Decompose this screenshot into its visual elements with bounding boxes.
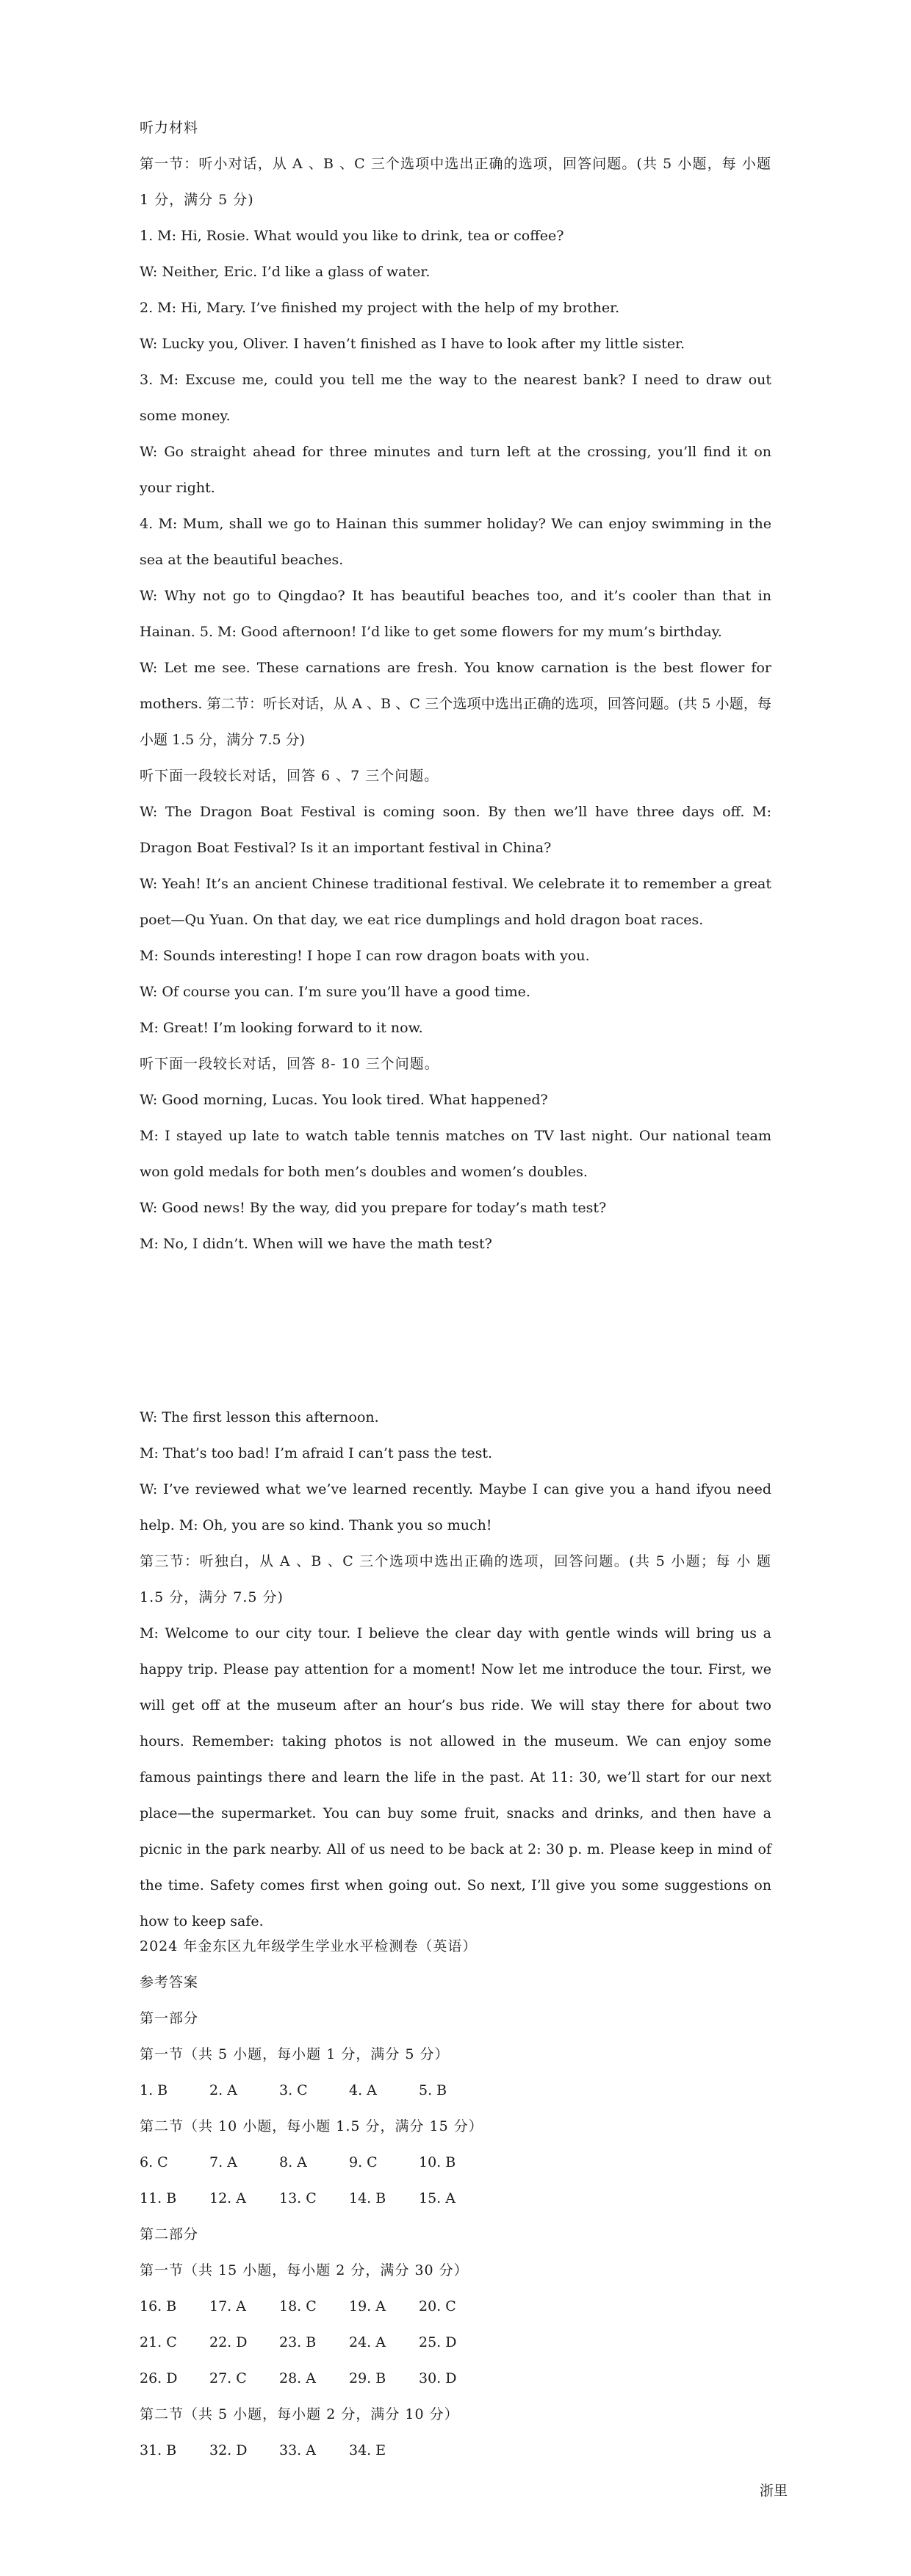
answer-item: 14. B	[349, 2190, 386, 2206]
answer-item: 6. C	[140, 2154, 168, 2170]
answer-item: 4. A	[349, 2082, 377, 2098]
listening-line: W: Go straight ahead for three minutes and turn left at the crossing, you’ll find it on your right.	[140, 444, 771, 496]
section-title: 第一节（共 15 小题，每小题 2 分，满分 30 分）	[140, 2262, 469, 2278]
listening-line: W: The Dragon Boat Festival is coming soon. By then we’ll have three days off. M: Dragon Boat Festival? Is it an important festival in China?	[140, 804, 771, 856]
listening-line: 2. M: Hi, Mary. I’ve finished my project with the help of my brother.	[140, 300, 620, 316]
listening-line: W: I’ve reviewed what we’ve learned recently. Maybe I can give you a hand ifyou need help. M: Oh, you are so kind. Thank you so much!	[140, 1481, 771, 1533]
listening-line: M: I stayed up late to watch table tennis matches on TV last night. Our national team won gold medals for both men’s doubles and women’s doubles.	[140, 1128, 771, 1180]
answer-key	[140, 1929, 771, 2469]
answer-item: 30. D	[419, 2370, 457, 2386]
listening-line: W: Good news! By the way, did you prepare for today’s math test?	[140, 1200, 607, 1216]
listening-title: 听力材料	[140, 120, 199, 136]
section-title: 第一节（共 5 小题，每小题 1 分，满分 5 分）	[140, 2046, 450, 2062]
listening-line: 听下面一段较长对话，回答 8- 10 三个问题。	[140, 1056, 439, 1072]
answer-item: 15. A	[419, 2190, 455, 2206]
answer-row	[140, 2181, 771, 2217]
listening-line: 4. M: Mum, shall we go to Hainan this summer holiday? We can enjoy swimming in the sea at the beautiful beaches.	[140, 516, 771, 568]
part-title: 第二部分	[140, 2226, 199, 2242]
answer-item: 12. A	[209, 2190, 246, 2206]
answer-item: 18. C	[279, 2298, 317, 2314]
listening-monologue: M: Welcome to our city tour. I believe the clear day with gentle winds will bring us a happy trip. Please pay attention for a moment! Now let me introduce the tour. First, we will get off at the museum after an hour’s bus ride. We will stay there for about two hours. Remember: taking photos is not allowed in the museum. We can enjoy some famous paintings there and learn the life in the past. At 11: 30, we’ll start for our next place—the supermarket. You can buy some fruit, snacks and drinks, and then have a picnic in the park nearby. All of us need to be back at 2: 30 p. m. Please keep in mind of the time. Safety comes first when going out. So next, I’ll give you some suggestions on how to keep safe.	[140, 1625, 771, 1929]
answer-item: 8. A	[279, 2154, 307, 2170]
answer-item: 25. D	[419, 2334, 457, 2350]
answer-item: 3. C	[279, 2082, 308, 2098]
listening-line: 听下面一段较长对话，回答 6 、7 三个问题。	[140, 768, 439, 784]
answer-row	[140, 2361, 771, 2397]
listening-line: 3. M: Excuse me, could you tell me the way to the nearest bank? I need to draw out some money.	[140, 372, 771, 424]
listening-line: 1. M: Hi, Rosie. What would you like to drink, tea or coffee?	[140, 228, 564, 244]
answer-item: 33. A	[279, 2442, 316, 2458]
listening-line: W: Yeah! It’s an ancient Chinese traditional festival. We celebrate it to remember a great poet—Qu Yuan. On that day, we eat rice dumplings and hold dragon boat races.	[140, 876, 771, 928]
listening-line: M: Sounds interesting! I hope I can row dragon boats with you.	[140, 948, 590, 964]
listening-section-part2	[140, 1400, 771, 1940]
answer-item: 11. B	[140, 2190, 177, 2206]
page-footer-mark: 浙里	[759, 2483, 788, 2499]
section-title: 第二节（共 5 小题，每小题 2 分，满分 10 分）	[140, 2406, 459, 2422]
listening-line: M: No, I didn’t. When will we have the math test?	[140, 1236, 492, 1252]
section-title: 第二节（共 10 小题，每小题 1.5 分，满分 15 分）	[140, 2118, 483, 2134]
answer-row	[140, 2073, 771, 2109]
answer-item: 13. C	[279, 2190, 317, 2206]
answer-item: 23. B	[279, 2334, 317, 2350]
answer-item: 22. D	[209, 2334, 248, 2350]
answer-item: 5. B	[419, 2082, 447, 2098]
answer-item: 21. C	[140, 2334, 177, 2350]
answer-item: 32. D	[209, 2442, 248, 2458]
answer-item: 31. B	[140, 2442, 177, 2458]
exam-title: 2024 年金东区九年级学生学业水平检测卷（英语）	[140, 1938, 478, 1954]
answer-item: 27. C	[209, 2370, 247, 2386]
answer-item: 28. A	[279, 2370, 316, 2386]
answer-row	[140, 2325, 771, 2361]
listening-line: M: That’s too bad! I’m afraid I can’t pass the test.	[140, 1445, 493, 1461]
listening-line: W: Why not go to Qingdao? It has beautiful beaches too, and it’s cooler than that in Hainan. 5. M: Good afternoon! I’d like to get some flowers for my mum’s birthday.	[140, 588, 771, 640]
listening-line: W: Good morning, Lucas. You look tired. What happened?	[140, 1092, 548, 1108]
listening-line: M: Great! I’m looking forward to it now.	[140, 1020, 423, 1036]
answer-row	[140, 2433, 771, 2469]
answer-item: 29. B	[349, 2370, 386, 2386]
answer-item: 26. D	[140, 2370, 178, 2386]
answer-item: 9. C	[349, 2154, 378, 2170]
answer-item: 2. A	[209, 2082, 237, 2098]
answer-item: 34. E	[349, 2442, 386, 2458]
listening-line: W: Neither, Eric. I’d like a glass of water.	[140, 264, 431, 280]
answer-row	[140, 2145, 771, 2181]
answer-item: 7. A	[209, 2154, 237, 2170]
listening-line: W: Of course you can. I’m sure you’ll have a good time.	[140, 984, 530, 1000]
answer-item: 20. C	[419, 2298, 456, 2314]
listening-line: W: The first lesson this afternoon.	[140, 1409, 379, 1425]
answer-key-title: 参考答案	[140, 1974, 199, 1990]
listening-section-part1	[140, 110, 771, 1262]
listening-line: 第一节：听小对话，从 A 、B 、C 三个选项中选出正确的选项，回答问题。(共 5 小题，每 小题 1 分，满分 5 分)	[140, 156, 771, 208]
answer-row	[140, 2289, 771, 2325]
answer-item: 10. B	[419, 2154, 456, 2170]
listening-line: 第三节：听独白，从 A 、B 、C 三个选项中选出正确的选项，回答问题。(共 5 小题；每 小 题 1.5 分，满分 7.5 分)	[140, 1553, 771, 1605]
listening-line: W: Let me see. These carnations are fresh. You know carnation is the best flower for mothers. 第二节：听长对话，从 A 、B 、C 三个选项中选出正确的选项，回答问题。(共 5 小题，每小题 1.5 分，满分 7.5 分)	[140, 660, 771, 748]
answer-item: 1. B	[140, 2082, 168, 2098]
answer-item: 19. A	[349, 2298, 386, 2314]
answer-item: 17. A	[209, 2298, 246, 2314]
answer-item: 24. A	[349, 2334, 386, 2350]
answer-item: 16. B	[140, 2298, 177, 2314]
listening-line: W: Lucky you, Oliver. I haven’t finished as I have to look after my little sister.	[140, 336, 685, 352]
part-title: 第一部分	[140, 2010, 199, 2026]
